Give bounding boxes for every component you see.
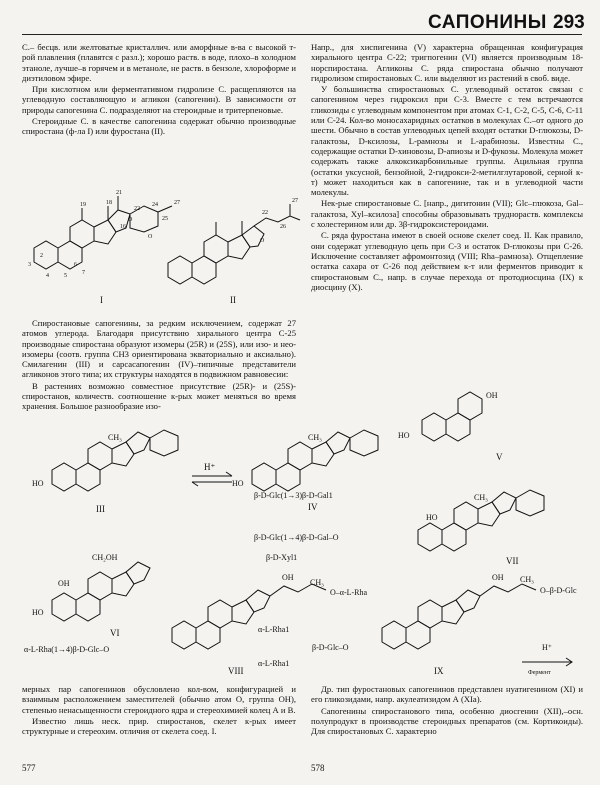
svg-text:5: 5 [64,273,67,279]
label-I: I [100,295,103,305]
svg-text:O: O [128,217,133,223]
paragraph: мерных пар сапогенинов обусловлено кол-вом, конфигурацией и взаимным расположением заместителей (обычно атом О, группа ОН), степенью ненасыщенности стероидного ядра и стереохимией колец А и В. [22,684,296,715]
svg-text:27: 27 [292,198,298,204]
oh-label: OH [58,579,70,588]
label-II: II [230,295,236,305]
svg-text:22: 22 [134,206,140,212]
paragraph: Сапогенины спиростанового типа, особенно диосгенин (XII),–осн. полупродукт в производстве стероидных препаратов (см. Кортикоиды). Для спиростановых С. характерно [311,705,583,737]
svg-text:27: 27 [174,200,180,206]
left-column-middle [22,318,296,413]
svg-text:19: 19 [80,202,86,208]
page-ref-577: 577 [22,763,36,773]
ix-chain-a: α-L-Rha1 [258,625,290,634]
header-rule [22,34,582,35]
label-V: V [496,452,503,462]
svg-text:7: 7 [82,270,85,276]
ch2oh-label: CH₂OH [92,553,118,562]
paragraph: Нек-рые спиростановые С. [напр., дигитонин (VII); Glc–глюкоза, Gal–галактоза, Xyl–ксилоза] способны образовывать труднораств. комплексы с холестерином или др. 3β-гидроксистероидами. [311,198,583,230]
structures-I-II [22,158,302,313]
oh-label: OH [492,573,504,582]
ix-chain-b: β-D-Glc–O [312,643,349,652]
svg-text:16: 16 [120,224,126,230]
svg-text:24: 24 [152,202,158,208]
page-header-title: САПОНИНЫ [428,12,547,33]
svg-text:18: 18 [106,200,112,206]
label-VI: VI [110,628,120,638]
h-plus-label-2: H⁺ [542,643,552,652]
page-ref-578: 578 [311,763,325,773]
ferment-label: Фермент [528,670,551,676]
label-III: III [96,504,105,514]
viii-chain-bottom: α-L-Rha(1→4)β-D-Glc–O [24,645,110,654]
label-IX: IX [434,666,444,676]
page-header-number: 293 [553,12,585,33]
paragraph: Напр., для хиспигенина (V) характерна обращенная конфигурация хирального центра С-22; тригпогенин (VI) является производным 18-норспиростана. Агликоны С. ряда спиростана обычно получают гидролизом спиростановых С. или выделяют из растений в своб. виде. [311,42,583,83]
label-VIII: VIII [228,666,244,676]
paragraph: Др. тип фуростановых сапогенинов представлен нуатигенином (XI) и его гликозидами, напр. акулеатизидом А (XIа). [311,684,583,705]
svg-text:2: 2 [40,253,43,259]
ho-label: HO [32,479,44,488]
right-column-top [311,42,583,293]
ch3-label: CH₃ [474,493,488,502]
h-plus-label: H⁺ [204,462,216,472]
paragraph: Стероидные С. в качестве сапогенина содержат обычно производные спиростана (ф-ла I) или фуростана (II). [22,116,296,137]
svg-text:6: 6 [74,262,77,268]
svg-text:26: 26 [280,224,286,230]
ho-label: HO [398,431,410,440]
label-VII: VII [506,556,519,566]
label-IV: IV [308,502,318,512]
ho-label: HO [426,513,438,522]
svg-text:3: 3 [28,262,31,268]
ix-chain-c: α-L-Rha1 [258,659,290,668]
left-column-top [22,42,296,138]
svg-text:4: 4 [46,273,49,279]
paragraph: Спиростановые сапогенины, за редким исключением, содержат 27 атомов углерода. Благодаря присутствию хирального центра С-25 производные спиростана образуют изомеры (25R) и (25S), или изо- и нео-изомеры (соотв. группа CH3 ориентирована экваториально и аксиально). Смилагенин (III) и сарсасапогенин (IV)–типичные представители агликонов этого типа; их структуры находятся в подвижном равновесии: [22,318,296,380]
ix-chain-top: O–β-D-Glc [540,586,577,595]
paragraph: Известно лишь неск. прир. спиростанов, скелет к-рых имеет структурные и стереохим. отличия от скелета соед. I. [22,715,296,737]
ch3-label: CH₃ [520,575,534,584]
svg-text:25: 25 [162,216,168,222]
ch3-label: CH₃ [108,433,122,442]
paragraph: При кислотном или ферментативном гидролизе С. расщепляются на углеводную составляющую и агликон (сапогенин). В зависимости от природы сапогенина С. подразделяют на стероидные и тритерпеновые. [22,84,296,115]
ho-label: HO [32,608,44,617]
ch3-label: CH₃ [310,578,324,587]
paragraph: С.– бесцв. или желтоватые кристаллич. или аморфные в-ва с высокой т-рой плавления (плавятся с разл.); хорошо раств. в воде, плохо–в холодном этаноле, лучше–в горячем и в метаноле, не раств. в бензоле, хлороформе и диэтиловом эфире. [22,42,296,83]
oh-label: OH [486,391,498,400]
digitonin-chain-2: β-D-Glc(1→4)β-D-Gal–O [254,533,339,542]
digitonin-chain-1: β-D-Glc(1→3)β-D-Gal1 [254,491,333,500]
ch3-label: CH₃ [308,433,322,442]
oh-label: OH [282,573,294,582]
viii-chain-top: O–α-L-Rha [330,588,368,597]
right-column-bottom [311,684,583,737]
digitonin-chain-3: β-D-Xyl1 [266,553,298,562]
left-column-bottom [22,684,296,737]
paragraph: В растениях возможно совместное присутствие (25R)- и (25S)-спиростанов, количеств. соотношение к-рых может меняться во время хранения. Большое разнообразие изо- [22,380,296,412]
svg-text:22: 22 [262,210,268,216]
paragraph: С. ряда фуростана имеют в своей основе скелет соед. II. Как правило, они содержат углеводную цепь при С-3 и остаток D-глюкозы при С-26. Исключение составляет афромонтозид (VIII; Rha–рамноза). Отщепление остатка сахара от С-26 под действием к-т или ферментов приводит к спиростановым С., напр. в случае перехода от протодиосцина (IX) к диосцину (X). [311,230,583,292]
paragraph: У большинства спиростановых С. углеводный остаток связан с сапогенином через гидроксил при С-3. Вместе с тем встречаются гликозиды с углеводным компонентом при атомах С-1, С-2, С-5, С-6, С-11 или С-24. Кол-во моносахаридных остатков в молекулах С.–от одного до шести. Обычно в состав углеводных цепей входят остатки D-глюкозы, D-галактозы, D-ксилозы, L-рамнозы и L-арабинозы. Известны С., содержащие остатки D-хиновозы, D-апиозы и D-фукозы. Молекула может содержать также алкоксикарбонильные группы. Ацильная группа (остатки уксусной, бензойной, 2-гидрокси-2-метилглутаровой, серной к-т) может находиться как в сапогенине, так и в углеводной части молекулы. [311,84,583,198]
svg-text:O: O [260,238,265,244]
svg-text:21: 21 [116,190,122,196]
svg-text:O: O [148,234,153,240]
ho-label: HO [232,479,244,488]
